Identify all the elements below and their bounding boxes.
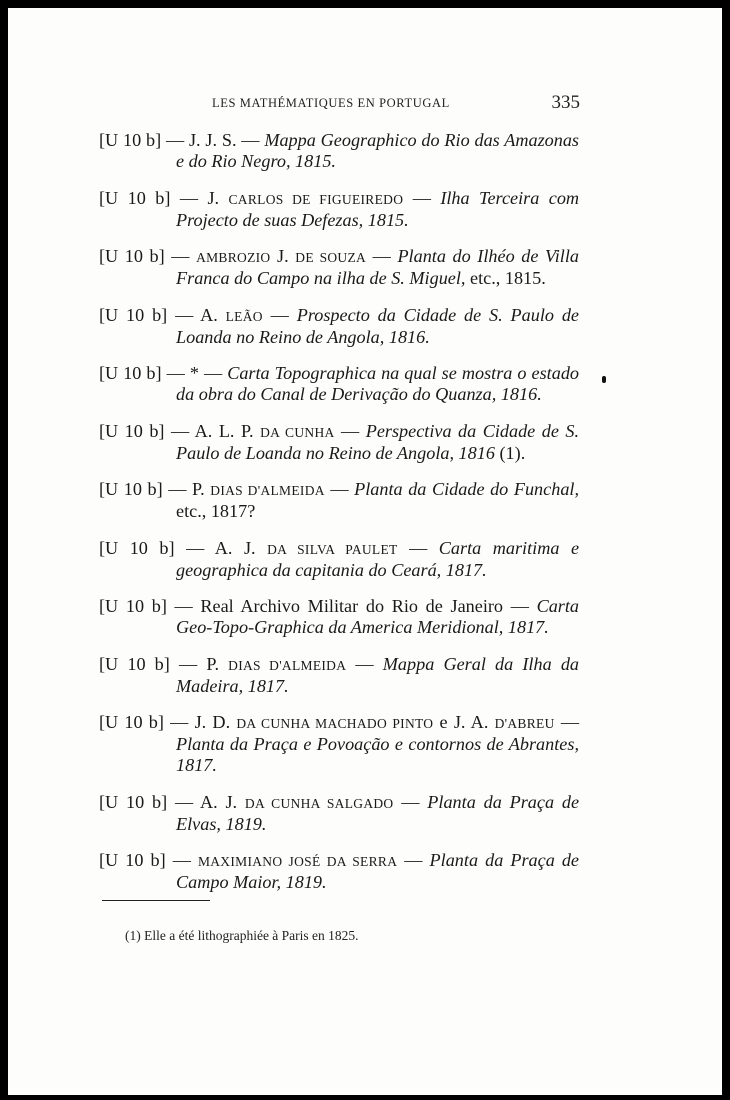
- entry-text: etc., 1817?: [176, 501, 256, 521]
- entry-author: AMBROZIO: [196, 250, 271, 265]
- entry-text: etc., 1815.: [465, 268, 546, 288]
- entry-title: Planta da Praça de Elvas, 1819.: [176, 791, 580, 834]
- entry-text: —: [262, 304, 297, 325]
- entry-dash: —: [164, 246, 197, 266]
- entry-text: * —: [189, 363, 228, 383]
- entry-reference: [U 10 b]: [99, 653, 170, 674]
- entry-text: A.: [200, 304, 226, 325]
- entry-text: A. J.: [199, 791, 245, 812]
- catalogue-entry: [99, 538, 579, 581]
- entry-dash: —: [169, 653, 207, 674]
- entry-text: (1).: [494, 442, 526, 463]
- entry-dash: —: [164, 420, 195, 441]
- entry-text: A. L. P.: [194, 420, 261, 441]
- entry-title: Perspectiva da Cidade de S. Paulo de Loanda no Reino de Angola, 1816: [176, 420, 580, 463]
- catalogue-entry: [99, 305, 579, 348]
- catalogue-entry: [99, 479, 579, 522]
- entry-reference: [U 10 b]: [99, 479, 163, 499]
- entry-title: Planta da Praça de Campo Maior, 1819.: [176, 850, 580, 892]
- entry-dash: —: [163, 712, 195, 732]
- entry-text: A. J.: [214, 537, 268, 558]
- entry-text: —: [236, 130, 265, 150]
- entry-text: —: [346, 653, 383, 674]
- entry-dash: —: [167, 791, 200, 812]
- entry-dash: —: [170, 187, 208, 208]
- entry-author: D'ABREU: [494, 716, 555, 731]
- entry-dash: —: [166, 596, 201, 616]
- footnote-rule: [102, 900, 210, 901]
- entry-reference: [U 10 b]: [99, 850, 166, 870]
- entry-author: LEÃO: [225, 308, 263, 324]
- catalogue-entry: [99, 596, 579, 638]
- entry-reference: [U 10 b]: [99, 712, 164, 732]
- entry-author: CARLOS DE FIGUEIREDO: [228, 191, 404, 207]
- entry-reference: [U 10 b]: [99, 187, 171, 208]
- entry-author: DE SOUZA: [295, 250, 367, 265]
- entry-title: Prospecto da Cidade de S. Paulo de Loanda no Reino de Angola, 1816.: [176, 304, 580, 347]
- catalogue-entry: [99, 712, 579, 776]
- entry-text: —: [397, 537, 439, 558]
- entry-reference: [U 10 b]: [99, 791, 168, 812]
- entry-reference: [U 10 b]: [99, 420, 165, 441]
- entry-author: DA SILVA PAULET: [267, 541, 398, 557]
- page-number: 335: [551, 92, 580, 113]
- entry-dash: —: [167, 304, 201, 325]
- entry-reference: [U 10 b]: [99, 537, 175, 558]
- catalogue-entry: [99, 188, 579, 231]
- entry-title: Mappa Geographico do Rio das Amazonas e do Rio Negro, 1815.: [176, 130, 580, 171]
- catalogue-entry: [99, 850, 579, 893]
- entry-text: P.: [192, 479, 211, 499]
- entry-reference: [U 10 b]: [99, 304, 168, 325]
- entry-dash: —: [161, 130, 189, 150]
- entry-text: J. J. S.: [188, 130, 237, 150]
- entry-title: Mappa Geral da Ilha da Madeira, 1817.: [176, 653, 580, 696]
- entry-text: —: [397, 850, 430, 870]
- catalogue-entry: [99, 363, 579, 405]
- entry-title: Carta Topographica na qual se mostra o estado da obra do Canal de Derivação do Quanza, 1816.: [176, 363, 580, 404]
- entry-title: Planta da Cidade do Funchal,: [354, 479, 580, 499]
- catalogue-entry: [99, 130, 579, 172]
- entry-author: MAXIMIANO JOSÉ DA SERRA: [197, 854, 398, 869]
- entry-title: Carta Geo-Topo-Graphica da America Meridional, 1817.: [176, 596, 580, 637]
- entry-author: DIAS D'ALMEIDA: [210, 483, 325, 498]
- catalogue-entry: [99, 792, 579, 835]
- entry-text: —: [366, 246, 398, 266]
- entry-reference: [U 10 b]: [99, 130, 162, 150]
- entry-text: —: [324, 479, 355, 499]
- entry-text: P.: [206, 653, 229, 674]
- entry-text: —: [554, 712, 580, 732]
- entry-title: Planta do Ilhéo de Villa Franca do Campo na ilha de S. Miguel,: [176, 246, 580, 288]
- entry-author: DA CUNHA MACHADO PINTO: [236, 716, 434, 731]
- entry-dash: —: [161, 363, 190, 383]
- entry-reference: [U 10 b]: [99, 363, 162, 383]
- entry-title: Ilha Terceira com Projecto de suas Defezas, 1815.: [176, 187, 580, 230]
- entry-author: DIAS D'ALMEIDA: [228, 657, 347, 673]
- entry-dash: —: [174, 537, 215, 558]
- ink-speck: [602, 376, 606, 383]
- entry-title: Planta da Praça e Povoação e contornos de Abrantes, 1817.: [176, 734, 579, 775]
- catalogue-entry: [99, 654, 579, 697]
- entry-title: Carta maritima e geographica da capitania do Ceará, 1817.: [176, 537, 580, 580]
- catalogue-entries: [99, 130, 579, 909]
- entry-reference: [U 10 b]: [99, 596, 167, 616]
- entry-text: Real Archivo Militar do Rio de Janeiro: [200, 596, 504, 616]
- entry-text: —: [334, 420, 366, 441]
- entry-dash: —: [162, 479, 193, 499]
- entry-text: e J. A.: [433, 712, 495, 732]
- catalogue-entry: [99, 421, 579, 464]
- entry-text: —: [403, 187, 441, 208]
- entry-author: DA CUNHA SALGADO: [244, 795, 394, 811]
- footnote: (1) Elle a été lithographiée à Paris en 1825.: [125, 928, 359, 943]
- running-title: LES MATHÉMATIQUES EN PORTUGAL: [212, 96, 450, 110]
- entry-text: —: [393, 791, 428, 812]
- entry-text: J.: [207, 187, 229, 208]
- entry-reference: [U 10 b]: [99, 246, 165, 266]
- entry-text: —: [503, 596, 537, 616]
- catalogue-entry: [99, 246, 579, 289]
- entry-author: DA CUNHA: [260, 424, 335, 440]
- entry-text: J. D.: [194, 712, 237, 732]
- entry-dash: —: [165, 850, 198, 870]
- entry-text: J.: [270, 246, 296, 266]
- page-header: [208, 92, 588, 118]
